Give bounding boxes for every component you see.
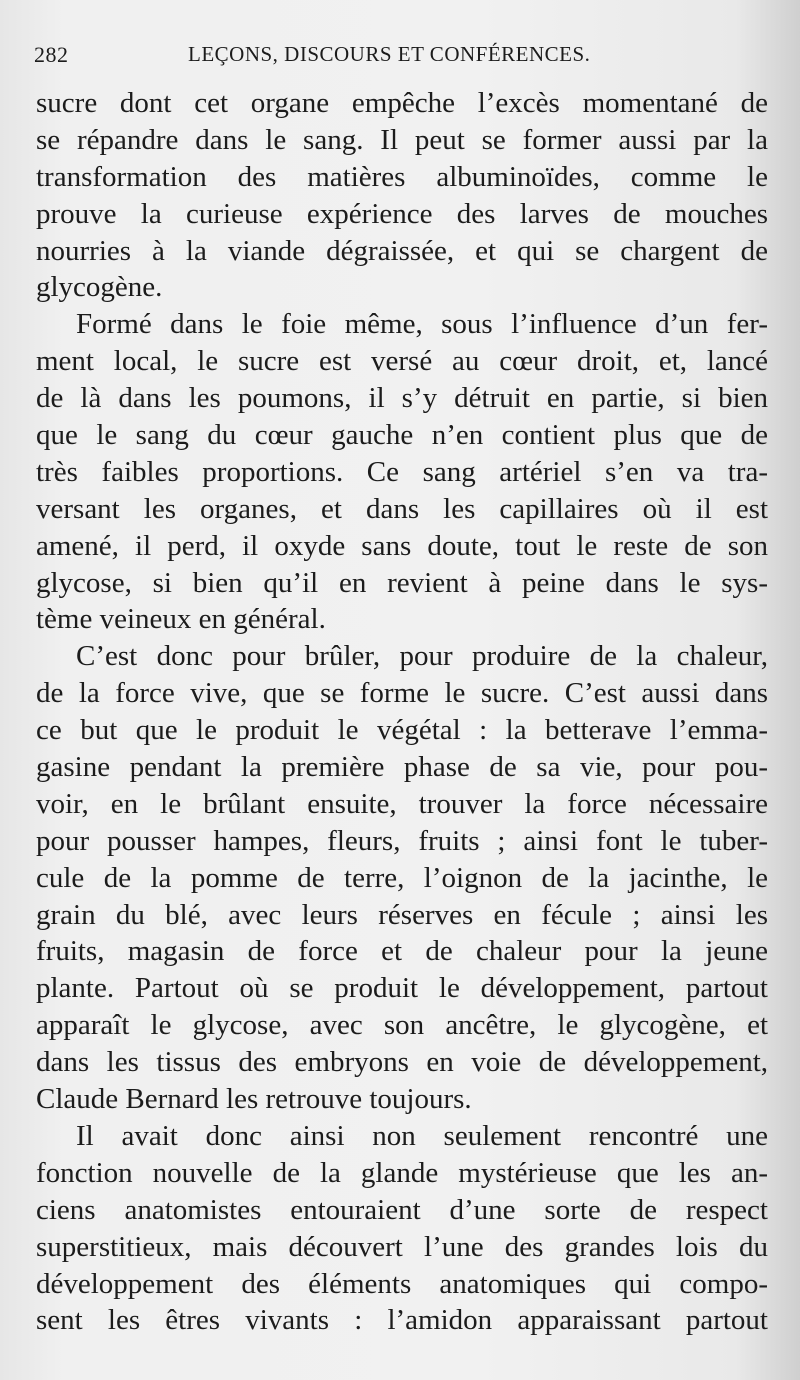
text-line: fonction nouvelle de la glande mystérieuse que les an- xyxy=(36,1156,768,1189)
text-line: voir, en le brûlant ensuite, trouver la force nécessaire xyxy=(36,787,768,820)
text-line: prouve la curieuse expérience des larves de mouches xyxy=(36,197,768,230)
text-line: ce but que le produit le végétal : la betterave l’emma- xyxy=(36,714,768,747)
page-number: 282 xyxy=(34,42,69,67)
text-line: très faibles proportions. Ce sang artériel s’en va tra- xyxy=(36,455,768,488)
running-head: LEÇONS, DISCOURS ET CONFÉRENCES. xyxy=(188,42,591,66)
text-line: nourries à la viande dégraissée, et qui se chargent de xyxy=(36,234,768,267)
text-line: Il avait donc ainsi non seulement rencontré une xyxy=(76,1119,768,1152)
text-line: gasine pendant la première phase de sa vie, pour pou- xyxy=(36,751,768,784)
text-line: C’est donc pour brûler, pour produire de la chaleur, xyxy=(76,640,768,673)
text-line: se répandre dans le sang. Il peut se former aussi par la xyxy=(36,123,768,156)
text-line: fruits, magasin de force et de chaleur pour la jeune xyxy=(36,935,768,968)
text-line: plante. Partout où se produit le développement, partout xyxy=(36,972,768,1005)
text-line: superstitieux, mais découvert l’une des grandes lois du xyxy=(36,1230,768,1263)
text-line: dans les tissus des embryons en voie de développement, xyxy=(36,1046,768,1079)
text-line: apparaît le glycose, avec son ancêtre, le glycogène, et xyxy=(36,1009,768,1042)
text-line: glycose, si bien qu’il en revient à peine dans le sys- xyxy=(36,566,768,599)
text-line: sent les êtres vivants : l’amidon apparaissant partout xyxy=(36,1304,768,1337)
text-line: versant les organes, et dans les capillaires où il est xyxy=(36,492,768,525)
text-line: amené, il perd, il oxyde sans doute, tout le reste de son xyxy=(36,529,768,562)
page-header xyxy=(34,40,774,76)
text-line: transformation des matières albuminoïdes, comme le xyxy=(36,160,768,193)
text-line: ment local, le sucre est versé au cœur droit, et, lancé xyxy=(36,345,768,378)
body-text xyxy=(36,85,768,1339)
text-line: grain du blé, avec leurs réserves en fécule ; ainsi les xyxy=(36,898,768,931)
text-line: cule de la pomme de terre, l’oignon de la jacinthe, le xyxy=(36,861,768,894)
text-line: pour pousser hampes, fleurs, fruits ; ainsi font le tuber- xyxy=(36,824,768,857)
text-line: que le sang du cœur gauche n’en contient plus que de xyxy=(36,419,768,452)
text-line: de la force vive, que se forme le sucre. C’est aussi dans xyxy=(36,677,768,710)
text-line: glycogène. xyxy=(36,271,163,304)
text-line: développement des éléments anatomiques qui compo- xyxy=(36,1267,768,1300)
text-line: sucre dont cet organe empêche l’excès momentané de xyxy=(36,87,768,119)
text-line: de là dans les poumons, il s’y détruit en partie, si bien xyxy=(36,382,768,415)
text-line: ciens anatomistes entouraient d’une sorte de respect xyxy=(36,1193,768,1226)
text-line: tème veineux en général. xyxy=(36,603,326,636)
text-line: Claude Bernard les retrouve toujours. xyxy=(36,1083,472,1116)
text-line: Formé dans le foie même, sous l’influence d’un fer- xyxy=(76,308,768,341)
